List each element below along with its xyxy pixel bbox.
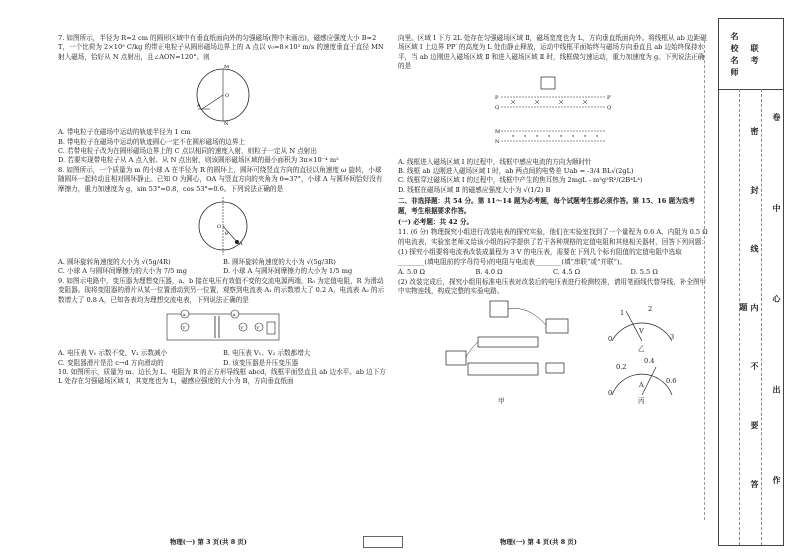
svg-text:A: A bbox=[232, 312, 236, 318]
strip-head-char-2: 校 bbox=[730, 44, 740, 56]
q7-figure bbox=[188, 65, 258, 125]
q8-stem: 8. 如图所示，一个质量为 m 的小球 A 在半径为 R 的圆环上，圆环可绕竖直方向的直径以角速度 ω 旋转，小球随圆环一起转动且相对圆环静止。已知 O 为圆心，OA 与竖直方向的夹角为 θ=37°，小球 A 与圆环间恰好没有摩擦力，重力加速度为 g，sin 53°=0.8，cos 53°=0.6。下列说法正确的是 bbox=[58, 165, 383, 193]
footer-left: 物理(一) 第 3 页(共 8 页) bbox=[170, 538, 247, 546]
q8-option-b: B. 圆环旋转角速度的大小为 √(5g/3R) bbox=[223, 258, 336, 267]
q9-option-c: C. 变阻器滑片是沿 c→d 方向滑动的 bbox=[58, 358, 164, 367]
ammeter-tick-2: 0.4 bbox=[644, 357, 655, 366]
ammeter-tick-3: 0.6 bbox=[666, 377, 677, 386]
q10-option-a: A. 线框进入磁场区域 Ⅰ 的过程中，线框中感应电流的方向为顺时针 bbox=[398, 157, 592, 166]
strip-seal-text: 密 封 线 内 不 要 答 题 bbox=[739, 126, 760, 512]
svg-text:N: N bbox=[224, 121, 229, 126]
voltmeter-tick-2: 2 bbox=[648, 305, 653, 314]
q11-part-2: (2) 改装完成后，探究小组用标准电压表对改装后的电压表进行检测校准，请用笔画线代替导线，补全图甲中实物连线，构成完整的实验电路。 bbox=[398, 277, 707, 295]
q8-figure bbox=[193, 197, 253, 255]
svg-text:V: V bbox=[182, 325, 186, 331]
apparatus-figure bbox=[438, 297, 588, 397]
voltmeter-unit: V bbox=[639, 327, 644, 336]
voltmeter-tick-0: 0 bbox=[608, 335, 613, 344]
q9-option-b: B. 电压表 V₁、V₂ 示数都增大 bbox=[223, 349, 311, 358]
strip-head-char-3: 名 bbox=[730, 56, 740, 68]
q9-options-row-1 bbox=[58, 349, 388, 358]
svg-text:P′: P′ bbox=[607, 94, 612, 101]
q11-option-d: D. 5.5 Ω bbox=[630, 268, 658, 277]
q9-options-row-2 bbox=[58, 359, 388, 368]
q11-option-b: B. 4.0 Ω bbox=[475, 268, 503, 277]
fig-label-2: 乙 bbox=[638, 345, 645, 354]
svg-text:N: N bbox=[495, 138, 500, 145]
q9-circuit-figure bbox=[163, 308, 283, 346]
q8-option-d: D. 小球 A 与圆环间摩擦力的大小为 1/5 mg bbox=[223, 267, 353, 276]
svg-text:Q: Q bbox=[495, 104, 500, 111]
seal-strip bbox=[718, 18, 784, 546]
ammeter-tick-0: 0 bbox=[608, 389, 613, 398]
q7-option-c: C. 若带电粒子改为在圆形磁场边界上的 C 点以相同的速度入射，则粒子一定从 N 点射出 bbox=[58, 147, 317, 156]
strip-head2-char-2: 考 bbox=[750, 56, 760, 68]
svg-text:θ: θ bbox=[225, 232, 228, 238]
left-column bbox=[58, 34, 388, 388]
q11-figures bbox=[398, 297, 708, 407]
section-2-heading: 二、非选择题：共 54 分。第 11～14 题为必考题，每个试题考生都必须作答。第 15、16 题为选考题，考生根据要求作答。 bbox=[398, 197, 696, 215]
strip-side-text: 卷 中 心 出 作 bbox=[772, 113, 782, 525]
q11-option-c: C. 4.5 Ω bbox=[553, 268, 581, 277]
q8-options-row-2 bbox=[58, 267, 388, 276]
fig-label-1: 甲 bbox=[498, 397, 505, 406]
voltmeter-dial bbox=[604, 297, 680, 349]
strip-head-char-4: 师 bbox=[730, 68, 740, 80]
ammeter-unit: A bbox=[639, 381, 644, 390]
q7-option-a: A. 带电粒子在磁场中运动的轨迹半径为 1 cm bbox=[58, 128, 191, 137]
svg-text:A: A bbox=[182, 312, 186, 318]
q11-stem: 11. (6 分) 物理探究小组进行改装电表的探究实验，他们在实验室找到了一个量程为 0.6 A、内阻为 0.5 Ω 的电流表，实验室老师又给该小组的同学提供了若干各种规格的定值电阻和其他相关器材，回答下列问题： bbox=[398, 228, 708, 246]
footer-right: 物理(一) 第 4 页(共 8 页) bbox=[500, 538, 577, 546]
q8-option-a: A. 圆环旋转角速度的大小为 √(5g/4R) bbox=[58, 258, 171, 267]
right-column bbox=[398, 34, 708, 407]
page-box bbox=[363, 536, 403, 548]
required-heading: (一) 必考题：共 42 分。 bbox=[398, 218, 474, 227]
strip-head-col-2 bbox=[741, 23, 761, 89]
q7-option-d: D. 若要实现带电粒子从 A 点入射、从 N 点出射，则该圆形磁场区域的最小面积为 3π×10⁻⁴ m² bbox=[58, 156, 339, 165]
q9-option-a: A. 电压表 V₁ 示数不变，V₂ 示数减小 bbox=[58, 349, 168, 358]
strip-head-char-1: 名 bbox=[730, 32, 740, 44]
q11-part-1-options bbox=[398, 268, 708, 277]
q9-option-d: D. 该变压器是升压变压器 bbox=[223, 358, 299, 367]
svg-text:O: O bbox=[225, 93, 230, 100]
fig-label-3: 丙 bbox=[638, 397, 645, 406]
voltmeter-tick-1: 1 bbox=[620, 309, 625, 318]
q10-option-c: C. 线框穿过磁场区域 Ⅰ 的过程中，线框中产生的焦耳热为 2mgL - m³g²R²/(2B⁴L⁴) bbox=[398, 176, 643, 185]
svg-text:O: O bbox=[217, 224, 222, 231]
svg-text:M: M bbox=[224, 65, 230, 71]
q7-option-b: B. 带电粒子在磁场中运动的轨迹圆心一定不在圆形磁场的边界上 bbox=[58, 137, 246, 146]
q10-option-d: D. 线框在磁场区域 Ⅱ 的磁感应强度大小为 √(1/2) B bbox=[398, 185, 551, 194]
svg-text:A: A bbox=[197, 103, 201, 110]
strip-head2-char-1: 联 bbox=[750, 44, 760, 56]
q11-option-a: A. 5.0 Ω bbox=[398, 268, 426, 277]
ammeter-tick-1: 0.2 bbox=[616, 363, 627, 372]
q7-stem: 7. 如图所示，半径为 R=2 cm 的圆形区域中有垂直纸面向外的匀强磁场(图中未画出)，磁感应强度大小 B=2 T，一个比荷为 2×10⁵ C/kg 的带正电粒子从圆形磁场边界上的 A 点以 v₀=8×10³ m/s 的速度垂直于直径 MN 射入磁场，恰好从 N 点射出，且∠AON=120°。则 bbox=[58, 34, 384, 61]
binding-dashed-line bbox=[704, 40, 705, 520]
q10-figure bbox=[493, 75, 613, 155]
q11-part-1: (1) 探究小组要将电流表改装成量程为 3 V 的电压表，需要在下列几个标有阻值的定值电阻中选取________(填电阻前的字母符号)的电阻与电流表________(填“串联”或“并联”)。 bbox=[398, 248, 682, 266]
svg-text:P: P bbox=[495, 94, 499, 101]
voltmeter-tick-3: 3 bbox=[670, 333, 675, 342]
q10-stem-continued: 向里。区域 Ⅰ 下方 2L 处存在匀强磁场区域 Ⅱ，磁场宽度也为 L，方向垂直纸面向外。将线框从 ab 边距磁场区域 Ⅰ 上边界 PP′ 的高度为 L 处由静止释放，运动中线框平面始终与磁场方向垂直且 ab 边始终保持水平，当 ab 边刚进入磁场区域 Ⅱ 和进入磁场区域 Ⅱ 时，线框做匀速运动，重力加速度为 g。下列说法正确的是 bbox=[398, 34, 707, 71]
q9-stem: 9. 如图示电路中，变压器为理想变压器，a、b 接在电压有效值不变的交流电源两端，R₀ 为定值电阻，R 为滑动变阻器。现将变阻器的滑片从某一位置滑动到另一位置，观察到电流表 A₁ 的示数增大了 0.2 A，电流表 A₂ 的示数增大了 0.8 A，已知各表均为理想交流电表，下列说法正确的是 bbox=[58, 276, 385, 304]
strip-head-col-1 bbox=[721, 23, 741, 89]
strip-divider-2 bbox=[761, 89, 762, 545]
svg-text:A: A bbox=[239, 241, 243, 248]
svg-text:V: V bbox=[256, 325, 260, 331]
svg-text:V: V bbox=[240, 325, 244, 331]
svg-text:Q′: Q′ bbox=[607, 104, 613, 111]
q10-option-b: B. 线框 ab 边刚进入磁场区域 Ⅰ 时，ab 两点间的电势差 Uab = -3/4 BL√(2gL) bbox=[398, 167, 634, 176]
svg-text:M: M bbox=[495, 128, 501, 135]
q10-stem: 10. 如图所示，质量为 m、边长为 L、电阻为 R 的正方形导线框 abcd，线框平面竖直且 ab 边水平。ab 边下方 L 处存在匀强磁场区域 Ⅰ，其宽度也为 L，磁感应强度的大小为 B，方向垂直纸面 bbox=[58, 367, 386, 386]
q8-option-c: C. 小球 A 与圆环间摩擦力的大小为 7/5 mg bbox=[58, 267, 187, 276]
